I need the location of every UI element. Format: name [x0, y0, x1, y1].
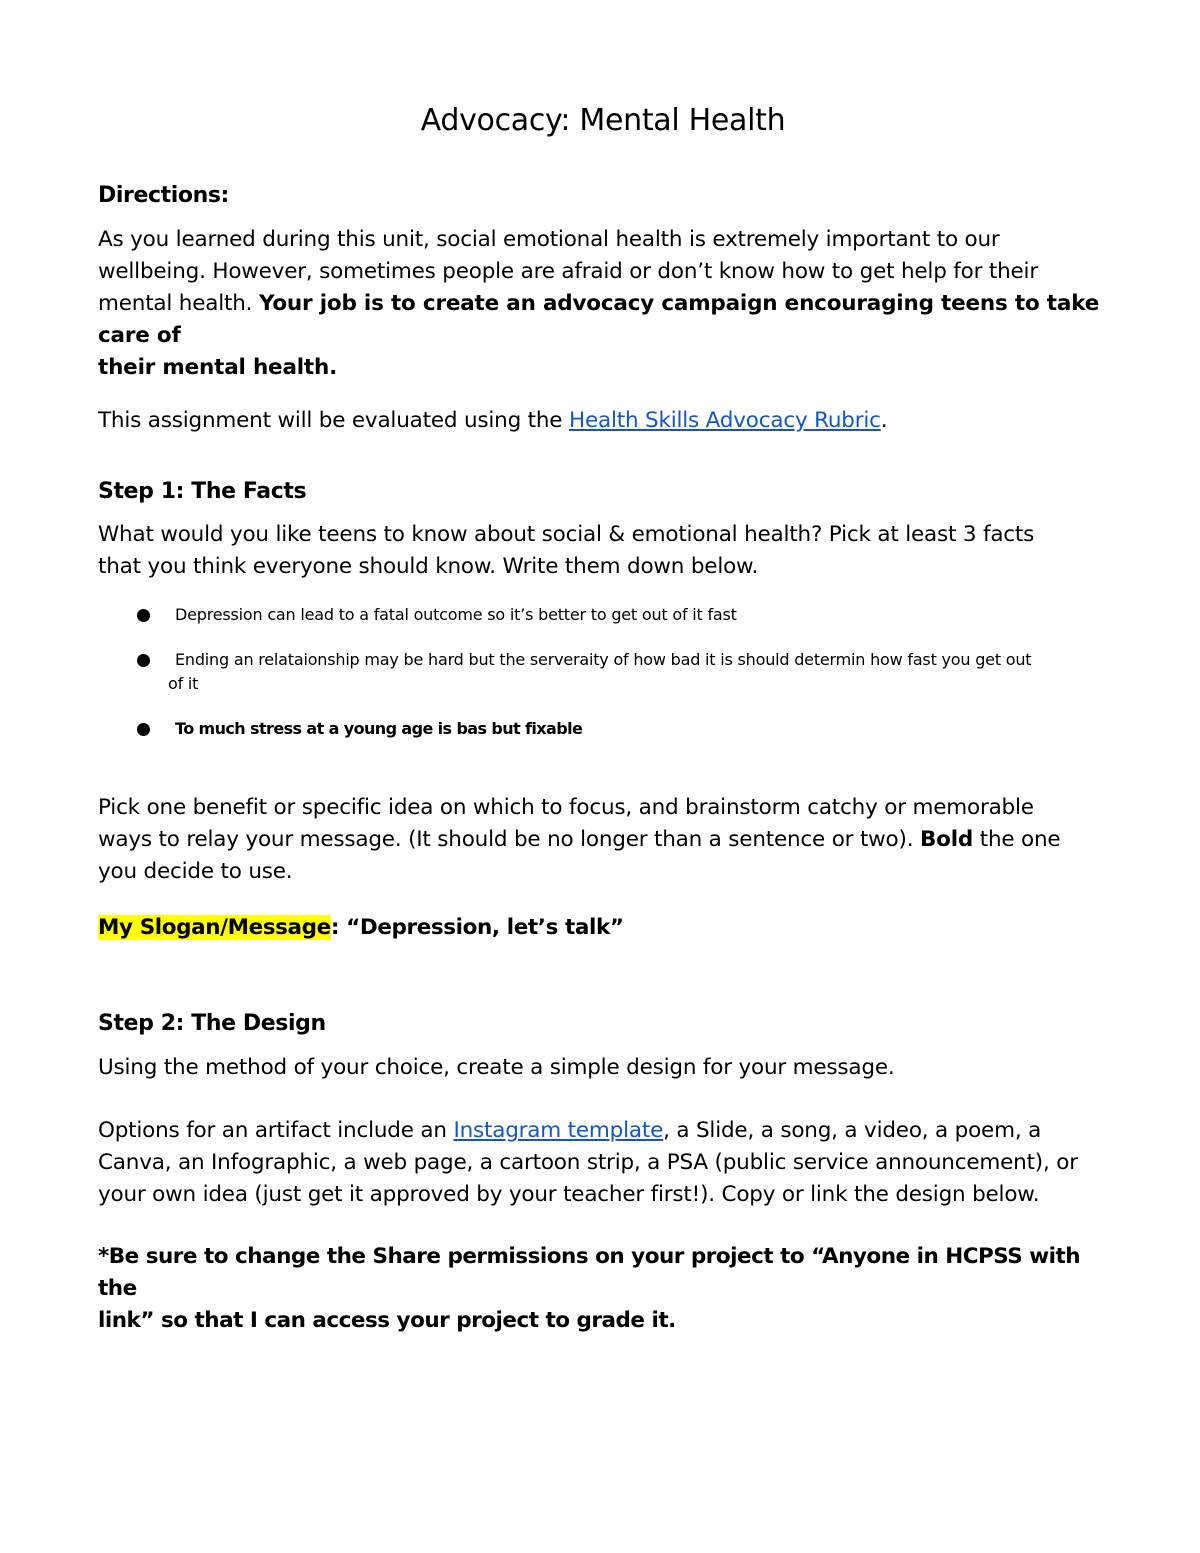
step1-prompt-line-2: that you think everyone should know. Write them down below.	[98, 554, 759, 579]
fact-text: Depression can lead to a fatal outcome so it’s better to get out of it fast	[175, 605, 737, 624]
slogan-label: My Slogan/Message	[98, 915, 331, 940]
brainstorm-line-2-end: the one	[973, 827, 1061, 852]
directions-line-2: wellbeing. However, sometimes people are afraid or don’t know how to get help for their	[98, 259, 1038, 284]
step2-heading: Step 2: The Design	[98, 1011, 326, 1036]
options-line-1	[98, 1115, 1108, 1147]
directions-task-bold: Your job is to create an advocacy campaign encouraging teens to take care of	[98, 291, 1100, 348]
brainstorm-line-1: Pick one benefit or specific idea on which to focus, and brainstorm catchy or memorable	[98, 795, 1034, 820]
step1-prompt-line-1: What would you like teens to know about social & emotional health? Pick at least 3 facts	[98, 522, 1035, 547]
share-note-line-2: link” so that I can access your project to grade it.	[98, 1308, 676, 1333]
bullet-icon	[137, 609, 150, 622]
evaluation-suffix: .	[880, 408, 888, 433]
fact-text: To much stress at a young age is bas but fixable	[175, 719, 583, 738]
brainstorm-paragraph	[98, 792, 1108, 888]
brainstorm-line-3: you decide to use.	[98, 859, 293, 884]
rubric-link[interactable]: Health Skills Advocacy Rubric	[568, 408, 881, 433]
step2-instruction: Using the method of your choice, create a simple design for your message.	[98, 1055, 895, 1080]
directions-line-3	[98, 288, 1108, 352]
options-suffix: , a Slide, a song, a video, a poem, a	[663, 1118, 1042, 1143]
brainstorm-bold-word: Bold	[919, 827, 974, 852]
options-line-3: your own idea (just get it approved by your teacher first!). Copy or link the design below.	[98, 1182, 1040, 1207]
options-prefix: Options for an artifact include an	[98, 1118, 454, 1143]
directions-line-1: As you learned during this unit, social emotional health is extremely important to our	[98, 227, 1000, 252]
evaluation-prefix: This assignment will be evaluated using the	[98, 408, 569, 433]
options-line-2: Canva, an Infographic, a web page, a cartoon strip, a PSA (public service announcement), or	[98, 1150, 1078, 1175]
brainstorm-line-2-plain: ways to relay your message. (It should be no longer than a sentence or two).	[98, 827, 920, 852]
page-title: Advocacy: Mental Health	[420, 103, 786, 138]
directions-task-bold-end: their mental health.	[98, 355, 338, 380]
evaluation-line	[98, 405, 1108, 437]
fact-text: Ending an relataionship may be hard but the serveraity of how bad it is should determin how fast you get out	[175, 650, 1032, 669]
bullet-icon	[137, 723, 150, 736]
step1-prompt	[98, 519, 1108, 583]
share-note-line-1: *Be sure to change the Share permissions on your project to “Anyone in HCPSS with the	[98, 1244, 1081, 1301]
directions-paragraph	[98, 224, 1108, 384]
share-note	[98, 1241, 1108, 1337]
slogan-colon: :	[330, 915, 347, 940]
directions-line-3-plain: mental health.	[98, 291, 259, 316]
slogan-line	[98, 912, 1108, 944]
bullet-icon	[137, 654, 150, 667]
fact-text-continued: of it	[168, 674, 199, 693]
instagram-template-link[interactable]: Instagram template	[453, 1118, 664, 1143]
slogan-value: “Depression, let’s talk”	[346, 915, 624, 940]
step1-heading: Step 1: The Facts	[98, 479, 307, 504]
options-paragraph	[98, 1115, 1108, 1211]
directions-heading: Directions:	[98, 183, 229, 208]
brainstorm-line-2	[98, 824, 1108, 856]
